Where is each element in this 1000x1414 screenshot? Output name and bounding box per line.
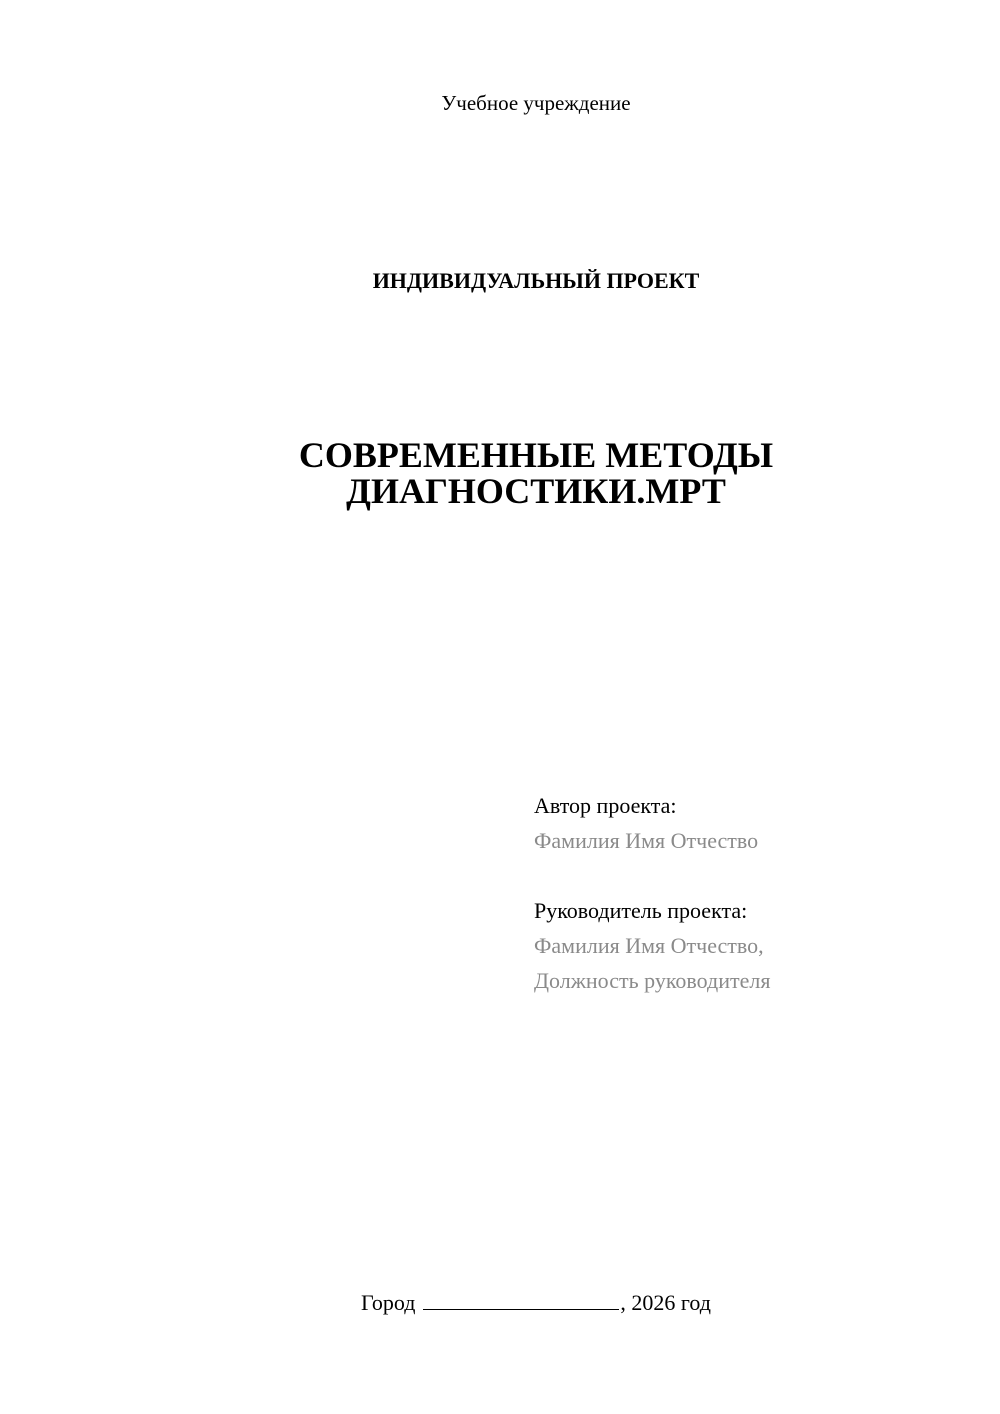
author-name: Фамилия Имя Отчество	[534, 828, 759, 853]
project-topic	[0, 437, 1000, 509]
supervisor-name: Фамилия Имя Отчество,	[534, 933, 764, 958]
institution-name: Учебное учреждение	[441, 91, 631, 115]
supervisor-position: Должность руководителя	[534, 968, 771, 993]
city-blank-underline	[423, 1291, 619, 1310]
supervisor-block	[534, 893, 770, 998]
project-topic-line-1: СОВРЕМЕННЫЕ МЕТОДЫ	[298, 435, 774, 475]
project-topic-line-2: ДИАГНОСТИКИ.МРТ	[346, 471, 726, 511]
city-label: Город	[361, 1290, 416, 1315]
supervisor-label: Руководитель проекта:	[534, 898, 748, 923]
author-label: Автор проекта:	[534, 793, 677, 818]
document-type: ИНДИВИДУАЛЬНЫЙ ПРОЕКТ	[372, 268, 700, 293]
city-year-line	[0, 1290, 1000, 1316]
author-block	[534, 788, 758, 858]
year-text: , 2026 год	[620, 1290, 711, 1315]
